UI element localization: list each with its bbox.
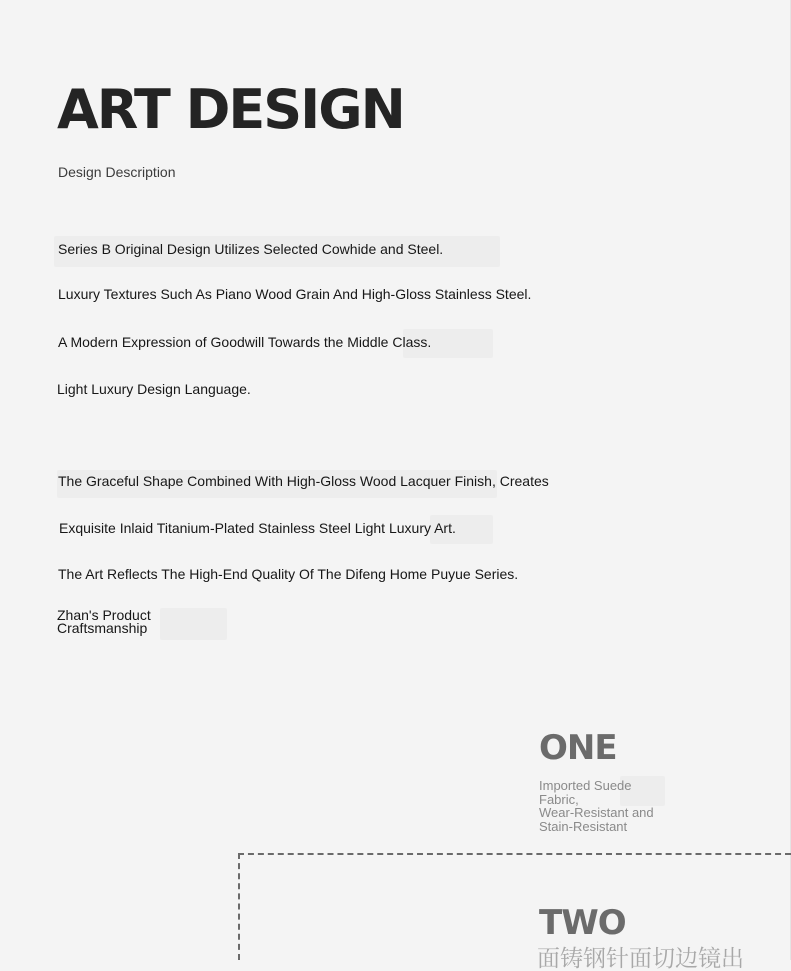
description-line: Exquisite Inlaid Titanium-Plated Stainless Steel Light Luxury Art.: [59, 520, 456, 536]
feature-one-desc-line: Imported Suede: [539, 778, 632, 793]
feature-one-desc-line: Wear-Resistant and: [539, 805, 654, 820]
feature-two-label: TWO: [539, 903, 626, 943]
feature-one-label: ONE: [539, 728, 617, 768]
craftsmanship-line: Craftsmanship: [57, 620, 148, 636]
feature-one-description: [539, 779, 689, 833]
craftsmanship-label: [57, 609, 177, 635]
feature-one-desc-line: Fabric,: [539, 791, 579, 807]
description-line: Luxury Textures Such As Piano Wood Grain And High-Gloss Stainless Steel.: [58, 286, 532, 302]
description-line: The Art Reflects The High-End Quality Of The Difeng Home Puyue Series.: [58, 566, 519, 582]
description-line: A Modern Expression of Goodwill Towards the Middle Class.: [58, 334, 432, 350]
feature-two-frame: [238, 853, 791, 960]
description-line: The Graceful Shape Combined With High-Gloss Wood Lacquer Finish, Creates: [58, 473, 549, 489]
feature-one-desc-line: Stain-Resistant: [539, 818, 628, 834]
craftsmanship-line: Zhan's Product: [57, 607, 151, 623]
feature-two-partial-text: 面铸钢针面切边镜出: [537, 945, 744, 971]
page-subtitle: Design Description: [58, 164, 176, 180]
description-line: Series B Original Design Utilizes Selected Cowhide and Steel.: [58, 241, 444, 257]
page-title: ART DESIGN: [57, 78, 404, 141]
description-line: Light Luxury Design Language.: [57, 381, 251, 397]
